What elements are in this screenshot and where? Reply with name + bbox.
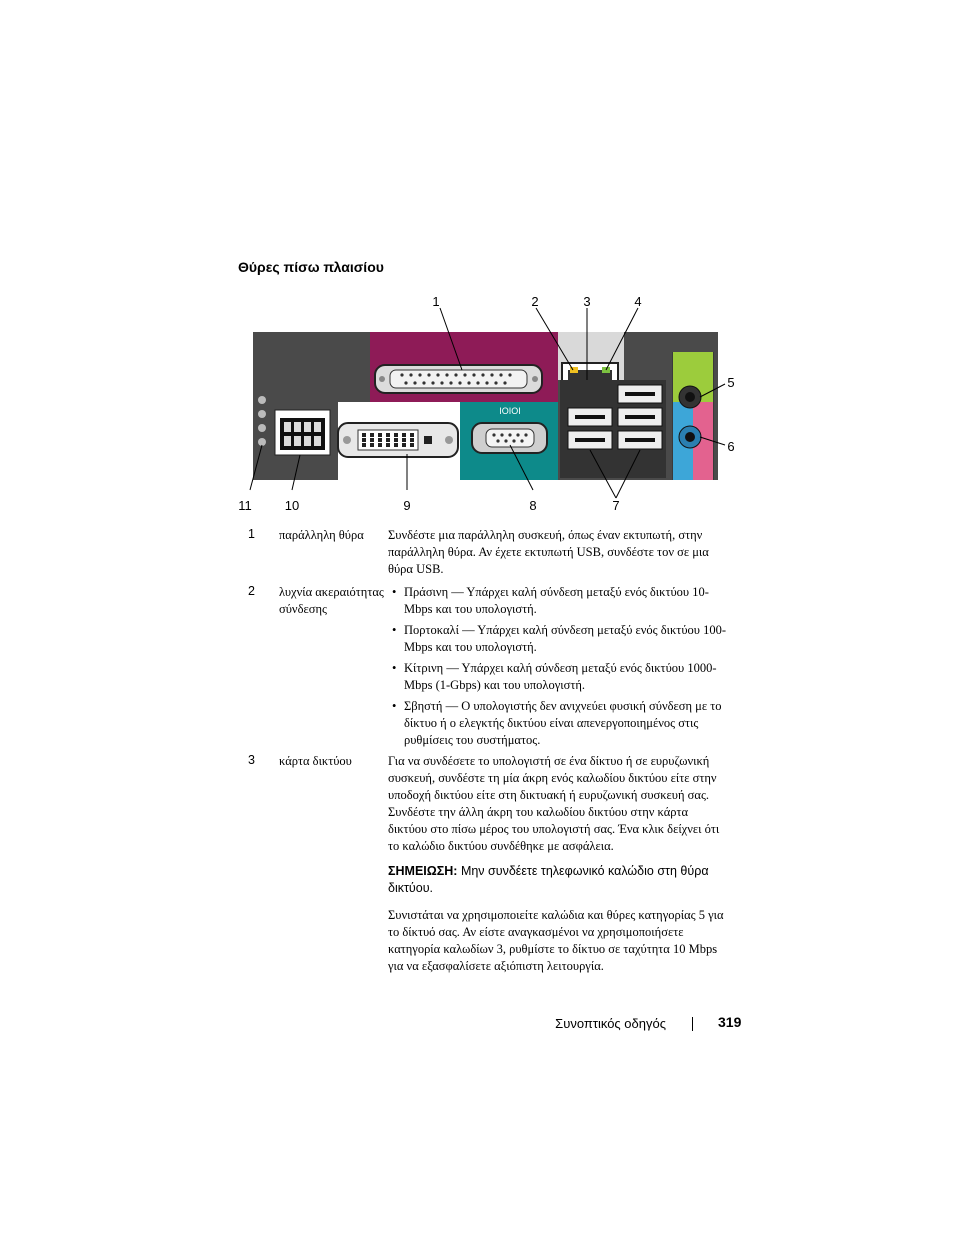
audio-line-out — [679, 386, 701, 408]
page-footer — [0, 1014, 954, 1038]
usb-ports — [560, 380, 666, 478]
note-text: Μην συνδέετε τηλεφωνικό καλώδιο στη θύρα δικτύου. — [388, 864, 709, 895]
item-description: Συνδέστε μια παράλληλη συσκευή, όπως έναν εκτυπωτή, στην παράλληλη θύρα. Αν έχετε εκτυπωτή USB, συνδέστε τον σε μια θύρα USB. — [388, 528, 709, 576]
note — [388, 863, 728, 897]
item-term: παράλληλη θύρα — [279, 528, 364, 542]
callout-4: 4 — [634, 294, 642, 309]
note-label: ΣΗΜΕΙΩΣΗ: — [388, 864, 458, 878]
port-descriptions — [244, 527, 744, 981]
back-panel-illustration — [230, 290, 750, 520]
callout-2: 2 — [531, 294, 539, 309]
callout-6: 6 — [727, 439, 735, 454]
callout-8: 8 — [529, 498, 537, 513]
item-number: 2 — [248, 584, 255, 598]
callout-9: 9 — [403, 498, 411, 513]
parallel-port — [375, 365, 542, 393]
page-number: 319 — [718, 1014, 742, 1030]
section-title: Θύρες πίσω πλαισίου — [238, 259, 384, 275]
callout-3: 3 — [583, 294, 591, 309]
serial-label: IOIOI — [499, 406, 521, 416]
dvi-port — [338, 423, 458, 457]
item-number: 3 — [248, 753, 255, 767]
item-parallel-port — [244, 527, 744, 578]
footer-separator — [692, 1017, 693, 1031]
item-term: κάρτα δικτύου — [279, 754, 352, 768]
callout-11: 11 — [238, 498, 252, 513]
callout-1: 1 — [432, 294, 440, 309]
item-term: λυχνία ακεραιότητας σύνδεσης — [279, 585, 384, 616]
item-description-2: Συνιστάται να χρησιμοποιείτε καλώδια και θύρες κατηγορίας 5 για το δίκτυό σας. Αν είστε αναγκασμένοι να χρησιμοποιήσετε κατηγορία καλωδίων 3, ρυθμίστε το δίκτυο σε ταχύτητα 10 Mbps για να εξασφαλίσετε αξιόπιστη λειτουργία. — [388, 908, 724, 973]
callout-10: 10 — [284, 498, 300, 513]
list-item: • Σβηστή — Ο υπολογιστής δεν ανιχνεύει φυσική σύνδεση με το δίκτυο ή ο ελεγκτής δικτύου είναι απενεργοποιημένος στις ρυθμίσεις του συστήματος. — [392, 699, 722, 747]
list-item: • Πράσινη — Υπάρχει καλή σύνδεση μεταξύ ενός δικτύου 10-Mbps και του υπολογιστή. — [392, 585, 709, 616]
footer-label: Συνοπτικός οδηγός — [555, 1016, 666, 1031]
callout-7: 7 — [612, 498, 620, 513]
list-item: • Κίτρινη — Υπάρχει καλή σύνδεση μεταξύ ενός δικτύου 1000-Mbps (1-Gbps) και του υπολογιστή. — [392, 661, 717, 692]
list-item: • Πορτοκαλί — Υπάρχει καλή σύνδεση μεταξύ ενός δικτύου 100-Mbps και του υπολογιστή. — [392, 623, 726, 654]
item-description: Για να συνδέσετε το υπολογιστή σε ένα δίκτυο ή σε ευρυζωνική συσκευή, συνδέστε τη μία άκρη ενός καλωδίου δικτύου είτε στην υποδοχή δικτύου είτε στη δικτυακή ή ευρυζωνική συσκευή σας. Συνδέστε την άλλη άκρη του καλωδίου δικτύου στην κάρτα δικτύου στο πίσω μέρος του υπολογιστή σας. Ένα κλικ δείχνει ότι το καλώδιο δικτύου συνδέθηκε με ασφάλεια. — [388, 754, 720, 853]
item-number: 1 — [248, 527, 255, 541]
callout-5: 5 — [727, 375, 735, 390]
item-network-adapter — [244, 753, 744, 975]
item-link-integrity-light — [244, 584, 744, 749]
power-connector — [275, 410, 330, 455]
audio-line-in — [679, 426, 701, 448]
